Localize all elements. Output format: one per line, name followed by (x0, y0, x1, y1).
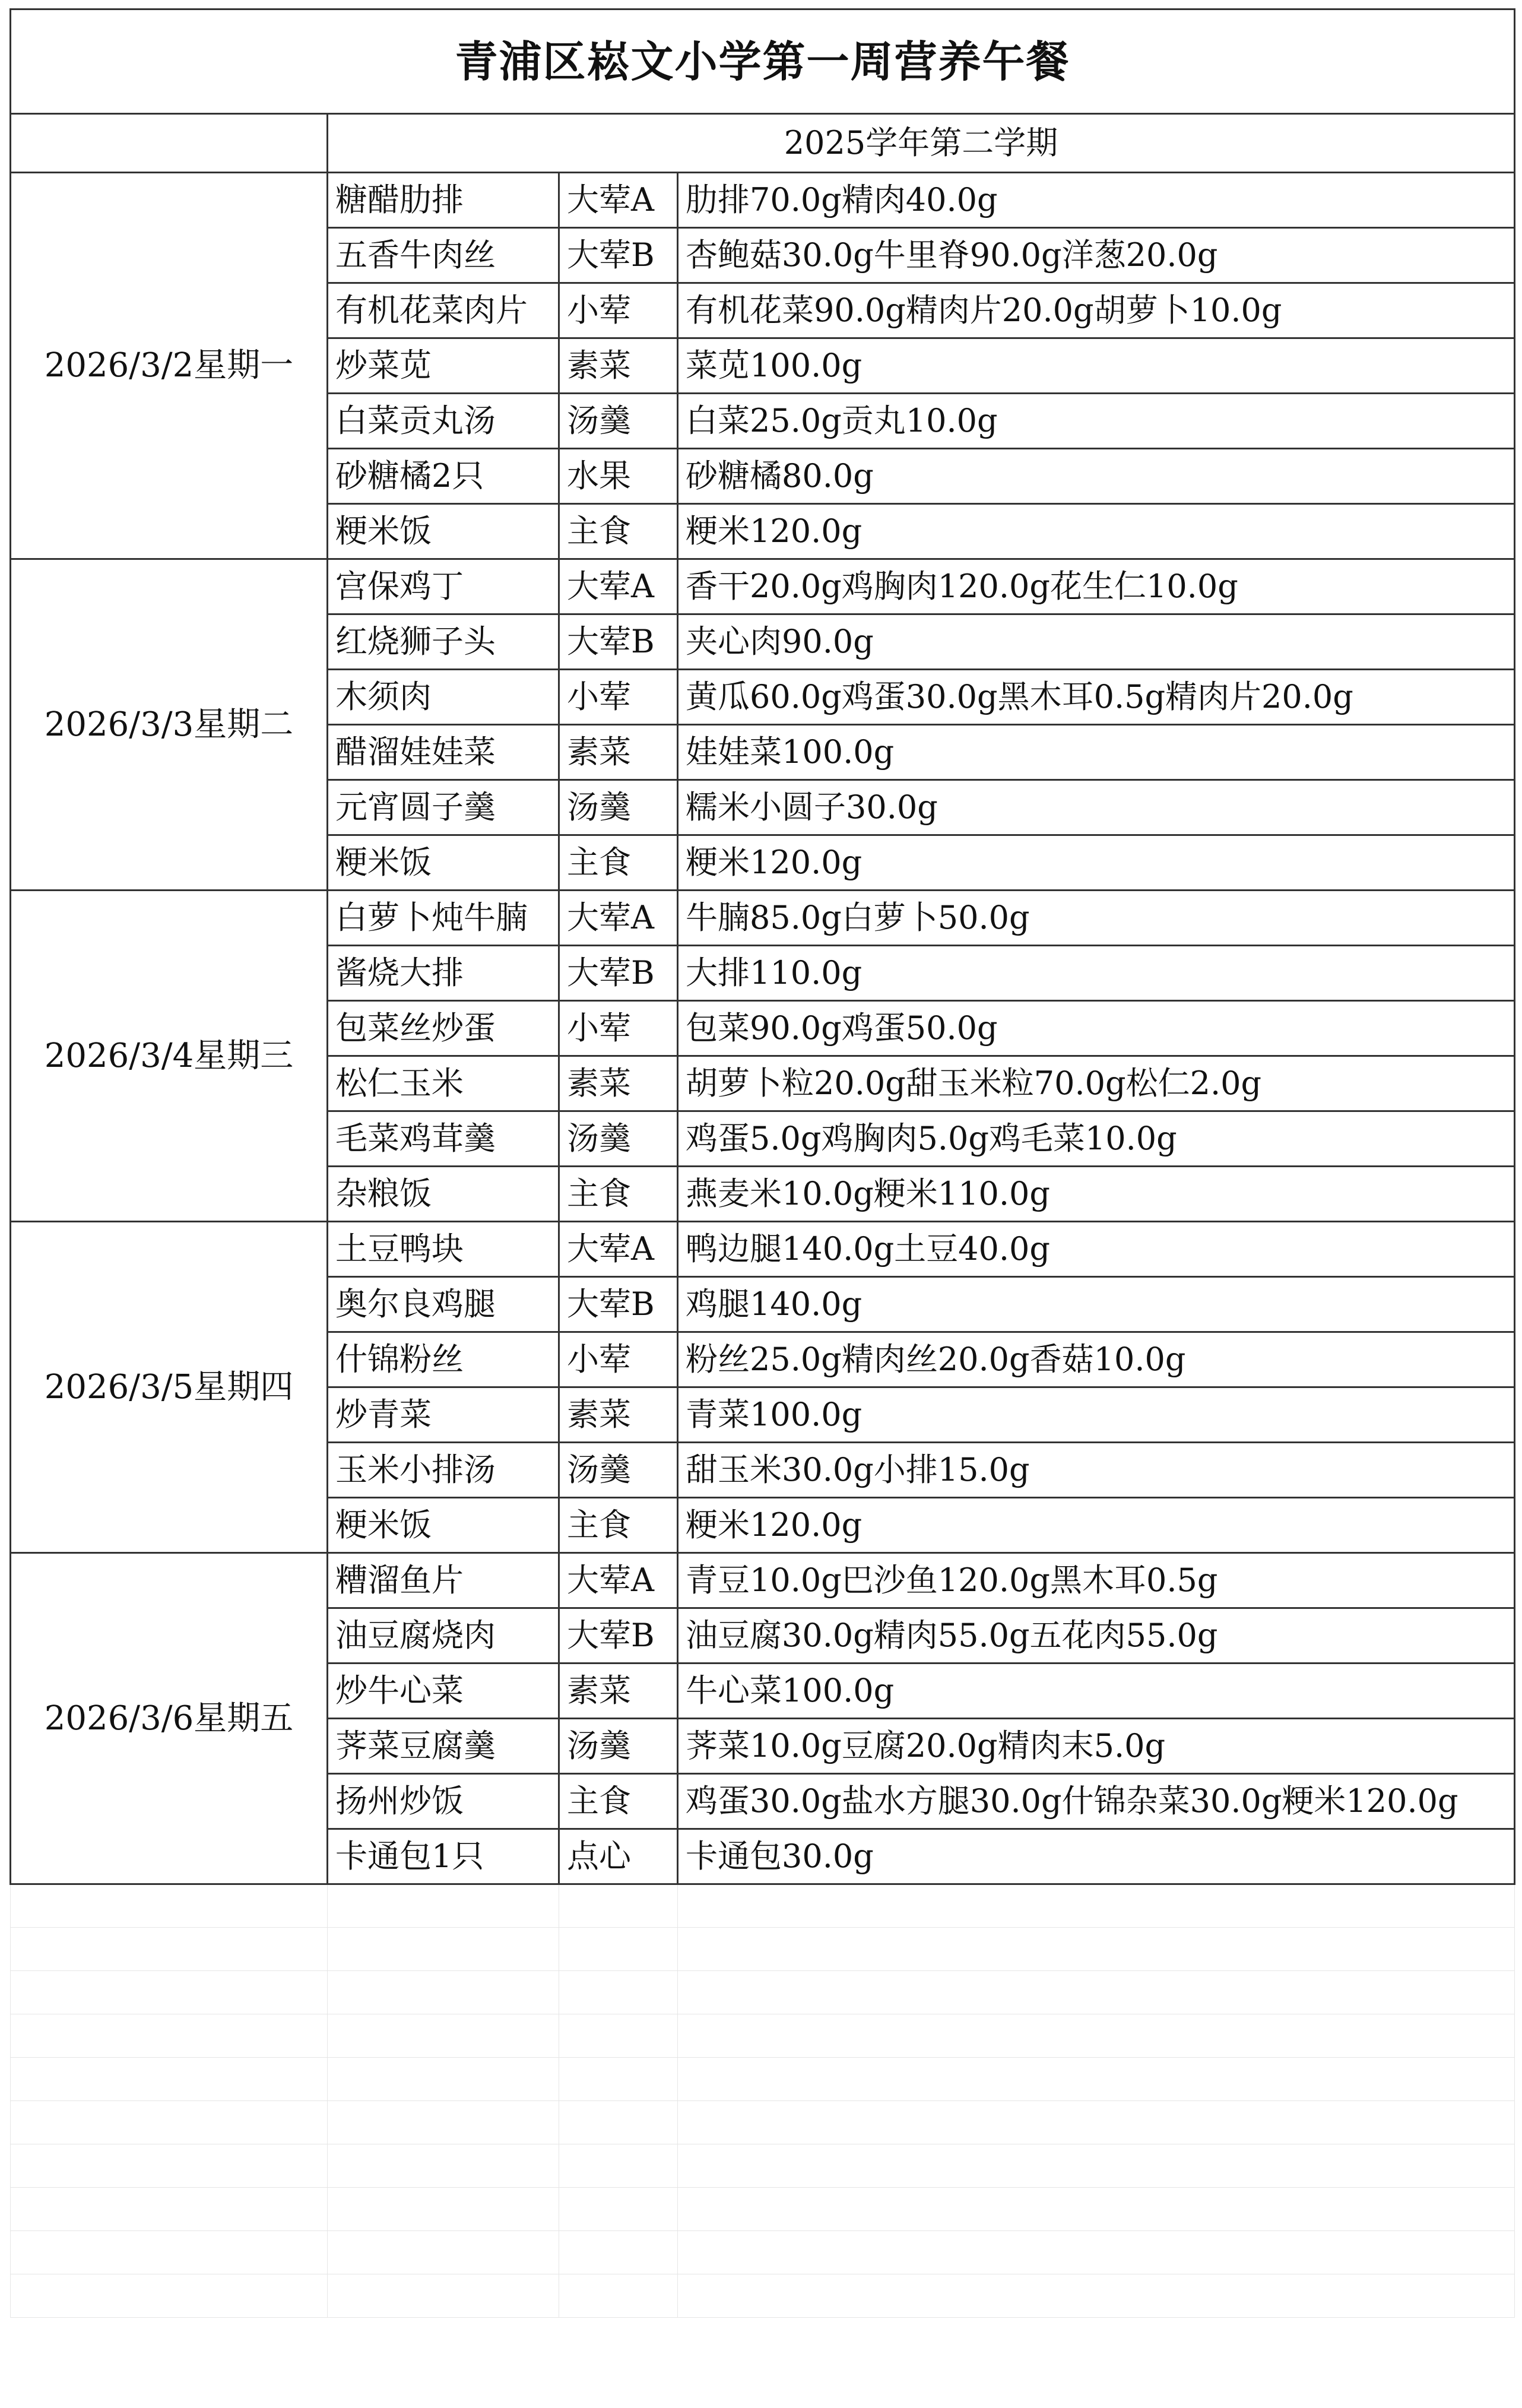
dish-category-cell: 汤羹 (559, 394, 678, 449)
dish-category-cell: 大荤A (559, 1222, 678, 1277)
dish-name-cell: 有机花菜肉片 (328, 283, 559, 338)
dish-name-cell: 糟溜鱼片 (328, 1553, 559, 1608)
dish-category-cell: 主食 (559, 1498, 678, 1553)
day-date-cell: 2026/3/6星期五 (11, 1553, 328, 1884)
dish-category-cell: 小荤 (559, 1332, 678, 1387)
ingredients-cell: 粳米120.0g (678, 504, 1515, 559)
dish-category-cell: 汤羹 (559, 1719, 678, 1774)
ingredients-cell: 鸡腿140.0g (678, 1277, 1515, 1332)
ingredients-cell: 燕麦米10.0g粳米110.0g (678, 1167, 1515, 1222)
dish-name-cell: 卡通包1只 (328, 1829, 559, 1884)
empty-grid-cell (559, 2101, 678, 2144)
dish-category-cell: 小荤 (559, 283, 678, 338)
ingredients-cell: 黄瓜60.0g鸡蛋30.0g黑木耳0.5g精肉片20.0g (678, 670, 1515, 725)
ingredients-cell: 娃娃菜100.0g (678, 725, 1515, 780)
empty-grid-cell (559, 2188, 678, 2231)
ingredients-cell: 粉丝25.0g精肉丝20.0g香菇10.0g (678, 1332, 1515, 1387)
dish-name-cell: 木须肉 (328, 670, 559, 725)
dish-category-cell: 主食 (559, 1167, 678, 1222)
dish-category-cell: 点心 (559, 1829, 678, 1884)
dish-name-cell: 炒青菜 (328, 1387, 559, 1443)
empty-grid-cell (559, 2231, 678, 2274)
ingredients-cell: 胡萝卜粒20.0g甜玉米粒70.0g松仁2.0g (678, 1056, 1515, 1111)
empty-grid-row (11, 2014, 1515, 2058)
empty-grid-cell (559, 2058, 678, 2101)
dish-category-cell: 小荤 (559, 670, 678, 725)
ingredients-cell: 鸭边腿140.0g土豆40.0g (678, 1222, 1515, 1277)
dish-name-cell: 炒牛心菜 (328, 1664, 559, 1719)
dish-name-cell: 醋溜娃娃菜 (328, 725, 559, 780)
dish-category-cell: 大荤B (559, 228, 678, 283)
empty-grid-cell (678, 2231, 1515, 2274)
dish-name-cell: 粳米饭 (328, 835, 559, 891)
dish-category-cell: 大荤B (559, 1277, 678, 1332)
empty-grid-cell (678, 2188, 1515, 2231)
empty-grid-cell (11, 2014, 328, 2058)
empty-grid-cell (328, 1884, 559, 1928)
dish-category-cell: 汤羹 (559, 780, 678, 835)
dish-name-cell: 松仁玉米 (328, 1056, 559, 1111)
empty-grid-cell (678, 2144, 1515, 2188)
empty-grid-cell (678, 2058, 1515, 2101)
dish-name-cell: 玉米小排汤 (328, 1443, 559, 1498)
empty-grid-cell (559, 1884, 678, 1928)
day-date-cell: 2026/3/2星期一 (11, 173, 328, 559)
ingredients-cell: 甜玉米30.0g小排15.0g (678, 1443, 1515, 1498)
ingredients-cell: 菜苋100.0g (678, 338, 1515, 394)
empty-grid-row (11, 2058, 1515, 2101)
dish-category-cell: 素菜 (559, 338, 678, 394)
term-label: 2025学年第二学期 (328, 114, 1515, 173)
dish-name-cell: 白萝卜炖牛腩 (328, 891, 559, 946)
day-date-cell: 2026/3/4星期三 (11, 891, 328, 1222)
empty-grid-cell (11, 1928, 328, 1971)
empty-grid-cell (328, 2231, 559, 2274)
ingredients-cell: 杏鲍菇30.0g牛里脊90.0g洋葱20.0g (678, 228, 1515, 283)
dish-category-cell: 大荤B (559, 946, 678, 1001)
day-date-cell: 2026/3/3星期二 (11, 559, 328, 891)
ingredients-cell: 包菜90.0g鸡蛋50.0g (678, 1001, 1515, 1056)
dish-name-cell: 酱烧大排 (328, 946, 559, 1001)
dish-category-cell: 素菜 (559, 1664, 678, 1719)
empty-grid-row (11, 2274, 1515, 2318)
empty-grid-cell (328, 2014, 559, 2058)
empty-grid-cell (328, 2144, 559, 2188)
empty-grid-cell (328, 2274, 559, 2318)
empty-grid-cell (328, 1928, 559, 1971)
empty-grid-cell (559, 1971, 678, 2014)
empty-grid-cell (678, 2101, 1515, 2144)
ingredients-cell: 牛腩85.0g白萝卜50.0g (678, 891, 1515, 946)
ingredients-cell: 青豆10.0g巴沙鱼120.0g黑木耳0.5g (678, 1553, 1515, 1608)
dish-category-cell: 大荤A (559, 559, 678, 614)
dish-category-cell: 大荤A (559, 1553, 678, 1608)
empty-grid-cell (559, 1928, 678, 1971)
empty-grid-cell (678, 1884, 1515, 1928)
empty-grid-cell (678, 2274, 1515, 2318)
empty-grid-cell (559, 2274, 678, 2318)
dish-name-cell: 五香牛肉丝 (328, 228, 559, 283)
empty-grid-cell (678, 2014, 1515, 2058)
empty-grid-cell (328, 2058, 559, 2101)
ingredients-cell: 油豆腐30.0g精肉55.0g五花肉55.0g (678, 1608, 1515, 1664)
empty-grid-row (11, 2231, 1515, 2274)
empty-grid-cell (11, 1884, 328, 1928)
dish-name-cell: 杂粮饭 (328, 1167, 559, 1222)
empty-grid-cell (328, 2188, 559, 2231)
empty-grid-cell (11, 2274, 328, 2318)
empty-grid-cell (678, 1971, 1515, 2014)
dish-name-cell: 毛菜鸡茸羹 (328, 1111, 559, 1167)
menu-row (11, 1222, 1515, 1277)
dish-category-cell: 汤羹 (559, 1443, 678, 1498)
ingredients-cell: 卡通包30.0g (678, 1829, 1515, 1884)
dish-name-cell: 白菜贡丸汤 (328, 394, 559, 449)
ingredients-cell: 鸡蛋30.0g盐水方腿30.0g什锦杂菜30.0g粳米120.0g (678, 1774, 1515, 1829)
empty-grid-cell (11, 2231, 328, 2274)
ingredients-cell: 鸡蛋5.0g鸡胸肉5.0g鸡毛菜10.0g (678, 1111, 1515, 1167)
dish-category-cell: 主食 (559, 835, 678, 891)
dish-name-cell: 元宵圆子羹 (328, 780, 559, 835)
dish-name-cell: 荠菜豆腐羹 (328, 1719, 559, 1774)
dish-name-cell: 炒菜苋 (328, 338, 559, 394)
dish-name-cell: 砂糖橘2只 (328, 449, 559, 504)
dish-category-cell: 汤羹 (559, 1111, 678, 1167)
menu-table-body (11, 9, 1515, 2318)
empty-grid-cell (328, 1971, 559, 2014)
dish-name-cell: 糖醋肋排 (328, 173, 559, 228)
ingredients-cell: 糯米小圆子30.0g (678, 780, 1515, 835)
dish-category-cell: 大荤A (559, 173, 678, 228)
empty-grid-row (11, 1884, 1515, 1928)
ingredients-cell: 白菜25.0g贡丸10.0g (678, 394, 1515, 449)
menu-title: 青浦区崧文小学第一周营养午餐 (11, 9, 1515, 114)
dish-name-cell: 土豆鸭块 (328, 1222, 559, 1277)
ingredients-cell: 夹心肉90.0g (678, 614, 1515, 670)
menu-row (11, 891, 1515, 946)
ingredients-cell: 粳米120.0g (678, 835, 1515, 891)
dish-category-cell: 主食 (559, 504, 678, 559)
menu-table (9, 8, 1515, 2318)
dish-category-cell: 主食 (559, 1774, 678, 1829)
ingredients-cell: 青菜100.0g (678, 1387, 1515, 1443)
empty-grid-cell (678, 1928, 1515, 1971)
dish-name-cell: 包菜丝炒蛋 (328, 1001, 559, 1056)
term-row-blank-cell (11, 114, 328, 173)
ingredients-cell: 牛心菜100.0g (678, 1664, 1515, 1719)
day-date-cell: 2026/3/5星期四 (11, 1222, 328, 1553)
empty-grid-cell (559, 2144, 678, 2188)
empty-grid-cell (11, 1971, 328, 2014)
ingredients-cell: 荠菜10.0g豆腐20.0g精肉末5.0g (678, 1719, 1515, 1774)
ingredients-cell: 肋排70.0g精肉40.0g (678, 173, 1515, 228)
title-row (11, 9, 1515, 114)
ingredients-cell: 有机花菜90.0g精肉片20.0g胡萝卜10.0g (678, 283, 1515, 338)
empty-grid-row (11, 2188, 1515, 2231)
ingredients-cell: 香干20.0g鸡胸肉120.0g花生仁10.0g (678, 559, 1515, 614)
dish-name-cell: 粳米饭 (328, 1498, 559, 1553)
empty-grid-cell (328, 2101, 559, 2144)
dish-name-cell: 粳米饭 (328, 504, 559, 559)
empty-grid-row (11, 1928, 1515, 1971)
ingredients-cell: 大排110.0g (678, 946, 1515, 1001)
dish-category-cell: 小荤 (559, 1001, 678, 1056)
dish-name-cell: 什锦粉丝 (328, 1332, 559, 1387)
menu-row (11, 559, 1515, 614)
dish-name-cell: 油豆腐烧肉 (328, 1608, 559, 1664)
dish-category-cell: 大荤A (559, 891, 678, 946)
menu-row (11, 1553, 1515, 1608)
dish-name-cell: 宫保鸡丁 (328, 559, 559, 614)
dish-category-cell: 素菜 (559, 1056, 678, 1111)
dish-category-cell: 大荤B (559, 614, 678, 670)
dish-category-cell: 素菜 (559, 1387, 678, 1443)
dish-category-cell: 水果 (559, 449, 678, 504)
empty-grid-row (11, 2101, 1515, 2144)
dish-category-cell: 大荤B (559, 1608, 678, 1664)
dish-name-cell: 奥尔良鸡腿 (328, 1277, 559, 1332)
empty-grid-cell (559, 2014, 678, 2058)
dish-name-cell: 扬州炒饭 (328, 1774, 559, 1829)
dish-name-cell: 红烧狮子头 (328, 614, 559, 670)
empty-grid-row (11, 2144, 1515, 2188)
ingredients-cell: 粳米120.0g (678, 1498, 1515, 1553)
menu-row (11, 173, 1515, 228)
empty-grid-cell (11, 2058, 328, 2101)
ingredients-cell: 砂糖橘80.0g (678, 449, 1515, 504)
empty-grid-cell (11, 2101, 328, 2144)
term-row (11, 114, 1515, 173)
dish-category-cell: 素菜 (559, 725, 678, 780)
empty-grid-cell (11, 2144, 328, 2188)
empty-grid-row (11, 1971, 1515, 2014)
empty-grid-cell (11, 2188, 328, 2231)
